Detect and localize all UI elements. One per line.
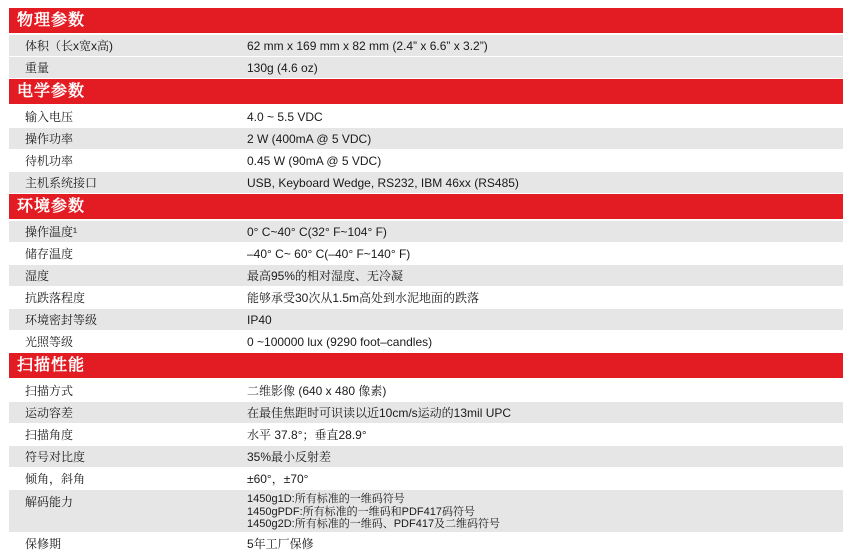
spec-value: 0° C~40° C(32° F~104° F) [247,224,387,239]
spec-row [9,402,843,423]
spec-row [9,424,843,445]
section-header-scanning: 扫描性能 [9,353,843,378]
spec-row [9,243,843,264]
spec-label: 输入电压 [25,110,74,124]
spec-row [9,331,843,352]
spec-value: 二维影像 (640 x 480 像素) [247,384,387,398]
spec-row [9,533,843,554]
spec-value: 0.45 W (90mA @ 5 VDC) [247,153,382,168]
spec-row [9,35,843,56]
spec-label: 操作温度¹ [25,225,77,239]
spec-label: 重量 [25,61,50,75]
decode-line: 1450gPDF:所有标准的一维码和PDF417码符号 [247,505,475,518]
spec-label: 保修期 [25,537,62,551]
spec-label: 光照等级 [25,335,74,349]
spec-row [9,287,843,308]
spec-label: 抗跌落程度 [25,291,86,305]
spec-row [9,221,843,242]
spec-label: 符号对比度 [25,450,86,464]
spec-row [9,128,843,149]
spec-value: –40° C~ 60° C(–40° F~140° F) [247,246,411,261]
spec-row [9,150,843,171]
spec-label: 储存温度 [25,247,74,261]
spec-row [9,265,843,286]
spec-label: 运动容差 [25,406,74,420]
spec-label: 主机系统接口 [25,176,98,190]
spec-label: 扫描角度 [25,428,74,442]
spec-label: 湿度 [25,269,50,283]
spec-row [9,57,843,78]
spec-row-decode [9,490,843,532]
spec-label: 解码能力 [25,495,74,509]
spec-value: 水平 37.8°；垂直28.9° [247,428,367,442]
spec-value: ±60°，±70° [247,472,309,486]
spec-value: 0 ~100000 lux (9290 foot–candles) [247,334,433,349]
decode-line: 1450g1D:所有标准的一维码符号 [247,493,405,505]
spec-label: 操作功率 [25,132,74,146]
spec-label: 待机功率 [25,154,74,168]
section-header-physical: 物理参数 [9,8,843,33]
spec-value: 2 W (400mA @ 5 VDC) [247,131,372,146]
spec-value: 4.0 ~ 5.5 VDC [247,109,323,124]
spec-row [9,172,843,193]
section-header-electrical: 电学参数 [9,79,843,104]
spec-sheet [9,8,843,555]
spec-value: 能够承受30次从1.5m高处到水泥地面的跌落 [247,291,480,305]
spec-value: USB, Keyboard Wedge, RS232, IBM 46xx (RS485) [247,175,519,190]
spec-row [9,446,843,467]
spec-label: 倾角，斜角 [25,472,86,486]
spec-value: 130g (4.6 oz) [247,60,318,75]
spec-value-multiline [239,493,843,531]
spec-label: 扫描方式 [25,384,74,398]
spec-value: 5年工厂保修 [247,537,314,551]
spec-value: 最高95%的相对湿度、无冷凝 [247,269,404,283]
spec-value: 35%最小反射差 [247,450,332,464]
spec-value: 在最佳焦距时可识读以近10cm/s运动的13mil UPC [247,406,512,420]
spec-label: 环境密封等级 [25,313,98,327]
spec-row [9,380,843,401]
section-header-environmental: 环境参数 [9,194,843,219]
spec-row [9,468,843,489]
spec-label: 体积（长x宽x高) [25,39,113,53]
decode-line: 1450g2D:所有标准的一维码、PDF417及二维码符号 [247,518,501,530]
spec-row [9,309,843,330]
spec-row [9,106,843,127]
spec-value: 62 mm x 169 mm x 82 mm (2.4” x 6.6” x 3.2”) [247,38,488,53]
spec-value: IP40 [247,312,272,327]
